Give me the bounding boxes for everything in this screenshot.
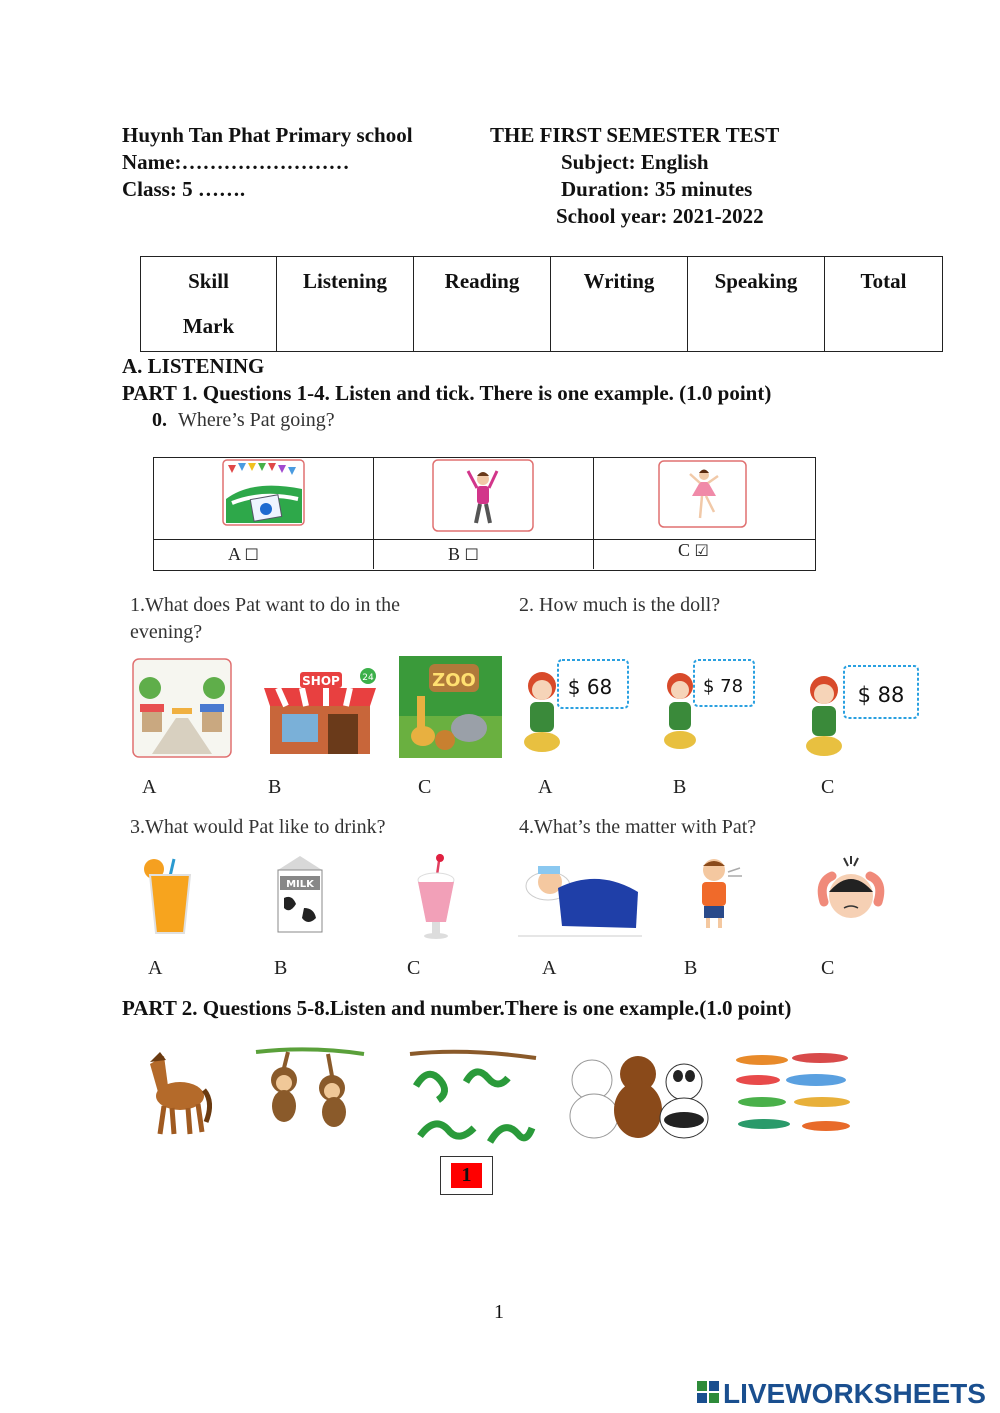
example-option-a-label: A (228, 544, 241, 564)
horse-picture (142, 1046, 212, 1138)
zoo-picture (399, 656, 502, 758)
liveworksheets-brand-text: LIVEWORKSHEETS (723, 1378, 986, 1409)
milkshake-picture (410, 852, 462, 942)
headache-picture (808, 852, 894, 934)
writing-cell[interactable]: Writing (551, 257, 688, 352)
q3-option-b[interactable]: B (274, 957, 288, 979)
example-option-b[interactable] (448, 544, 479, 565)
q3-option-a[interactable]: A (148, 957, 163, 979)
q4-option-b[interactable]: B (684, 957, 698, 979)
q1-option-a[interactable]: A (142, 776, 157, 798)
doll-price-88-picture (800, 660, 922, 758)
example-option-c[interactable] (678, 540, 709, 561)
subject: Subject: English (561, 150, 709, 174)
reading-cell[interactable]: Reading (414, 257, 551, 352)
marks-table (140, 256, 943, 352)
skill-mark-cell (141, 257, 277, 352)
skill-label: Skill (188, 269, 229, 293)
shop-picture (258, 660, 383, 758)
part1-title: PART 1. Questions 1-4. Listen and tick. There is one example. (1.0 point) (122, 381, 772, 405)
monkeys-picture (254, 1046, 366, 1132)
q2-option-b[interactable]: B (673, 776, 687, 798)
example-option-b-label: B (448, 544, 461, 564)
shop-sign-label: SHOP (302, 674, 340, 688)
orange-juice-picture (140, 855, 200, 935)
snakes-picture (406, 1046, 540, 1150)
school-name: Huynh Tan Phat Primary school (122, 123, 413, 147)
listening-cell[interactable]: Listening (277, 257, 414, 352)
checkbox-empty-icon[interactable]: ☐ (244, 545, 259, 564)
q4-option-a[interactable]: A (542, 957, 557, 979)
shop-24-label: 24 (362, 673, 374, 683)
example-question (152, 407, 335, 434)
name-line: Name:…………………… (122, 150, 350, 174)
total-cell[interactable]: Total (825, 257, 943, 352)
doll-price-78-picture (660, 656, 756, 752)
liveworksheets-logo-icon (697, 1381, 721, 1407)
price-88-label: $ 88 (857, 683, 905, 707)
sick-in-bed-picture (518, 848, 642, 938)
example-option-c-label: C (678, 540, 691, 560)
duration: Duration: 35 minutes (561, 177, 753, 201)
page-number: 1 (494, 1301, 504, 1323)
lizards-picture (732, 1046, 856, 1144)
zoo-sign-label: ZOO (432, 670, 476, 691)
q3-option-c[interactable]: C (407, 957, 421, 979)
section-a-title: A. LISTENING (122, 354, 265, 378)
example-table (153, 457, 816, 571)
q1-option-c[interactable]: C (418, 776, 432, 798)
checkbox-empty-icon[interactable]: ☐ (464, 545, 479, 564)
example-option-a[interactable] (228, 544, 259, 565)
ballerina-picture (658, 460, 747, 528)
bears-picture (564, 1046, 714, 1140)
checkbox-checked-icon[interactable]: ☑ (694, 541, 709, 560)
example-number-box[interactable] (440, 1156, 493, 1195)
class-line: Class: 5 ……. (122, 177, 246, 201)
example-question-text: Where’s Pat going? (178, 409, 335, 431)
dancing-girl-picture (432, 459, 534, 532)
doll-price-68-picture (518, 656, 630, 758)
example-number-value: 1 (451, 1163, 482, 1188)
boy-coughing-picture (692, 856, 744, 930)
example-number: 0. (152, 409, 167, 431)
question-4: 4.What’s the matter with Pat? (519, 816, 757, 838)
price-68-label: $ 68 (567, 675, 613, 699)
part2-title: PART 2. Questions 5-8.Listen and number.There is one example.(1.0 point) (122, 996, 792, 1020)
price-78-label: $ 78 (702, 676, 744, 697)
q4-option-c[interactable]: C (821, 957, 835, 979)
question-2: 2. How much is the doll? (519, 594, 721, 616)
painting-picture (222, 459, 305, 526)
school-year: School year: 2021-2022 (556, 204, 764, 228)
q1-option-b[interactable]: B (268, 776, 282, 798)
speaking-cell[interactable]: Speaking (688, 257, 825, 352)
street-market-picture (132, 658, 232, 758)
mark-label: Mark (182, 314, 235, 338)
q2-option-a[interactable]: A (538, 776, 553, 798)
q2-option-c[interactable]: C (821, 776, 835, 798)
question-1: 1.What does Pat want to do in the evening? (130, 594, 400, 643)
question-3: 3.What would Pat like to drink? (130, 816, 386, 838)
milk-carton-picture (270, 852, 330, 934)
milk-label: MILK (286, 879, 314, 890)
test-title: THE FIRST SEMESTER TEST (490, 123, 780, 147)
